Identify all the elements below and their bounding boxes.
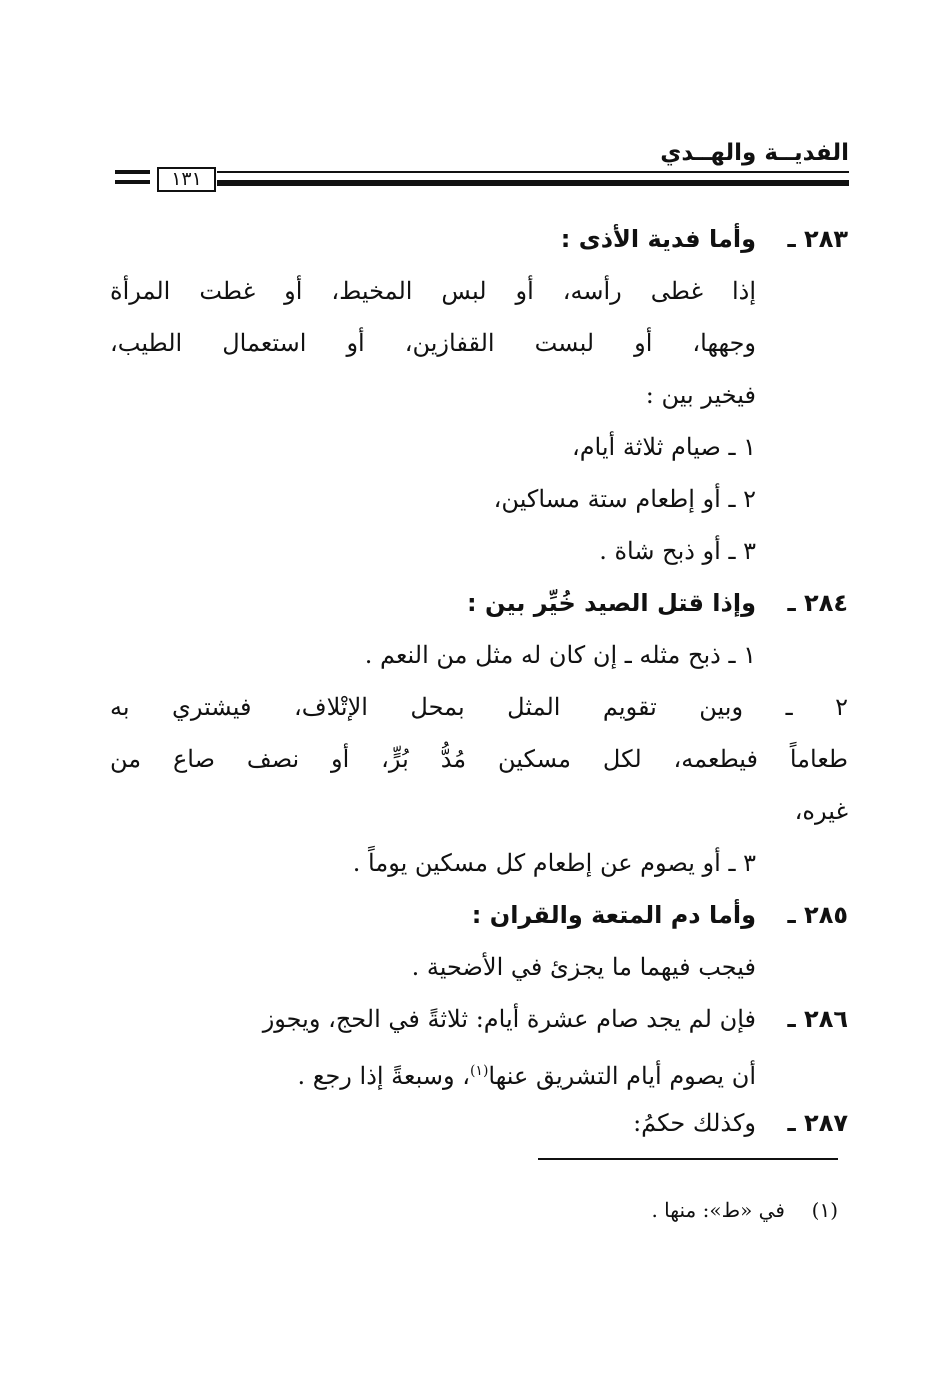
list-item: ١ ـ صيام ثلاثة أيام،: [571, 433, 756, 461]
footnote-marker: (١): [811, 1198, 838, 1222]
paragraph-line: طعاماً فيطعمه، لكل مسكين مُدُّ بُرٍّ، أو نصف صاع من: [110, 745, 848, 773]
paragraph-line: وجهها، أو لبست القفازين، أو استعمال الطيب،: [110, 329, 756, 357]
footnote-separator: [538, 1158, 838, 1160]
header-dash: [115, 170, 150, 174]
header-dash: [115, 180, 150, 184]
paragraph-line: فيجب فيهما ما يجزئ في الأضحية .: [411, 953, 756, 981]
header-rule-thin: [217, 171, 849, 173]
section-286-line2: أن يصوم أيام التشريق عنها$^{(١)}$، وسبعةً إذا رجع .: [297, 1062, 756, 1090]
page-body: [110, 213, 848, 1149]
page-number: ١٣١: [157, 167, 216, 192]
section-286-line1: ٢٨٦ ـفإن لم يجد صام عشرة أيام: ثلاثةً في الحج، ويجوز: [262, 1005, 848, 1033]
running-title: الفديــة والهــدي: [660, 140, 849, 166]
section-287: ٢٨٧ ـوكذلك حكمُ:: [633, 1109, 848, 1137]
footnote: [651, 1198, 838, 1222]
footnote-text: في «ط»: منها .: [651, 1198, 785, 1222]
list-item: ٣ ـ أو يصوم عن إطعام كل مسكين يوماً .: [352, 849, 756, 877]
list-item: ٣ ـ أو ذبح شاة .: [599, 537, 756, 565]
paragraph-line: فيخير بين :: [645, 381, 756, 409]
list-item: ١ ـ ذبح مثله ـ إن كان له مثل من النعم .: [364, 641, 756, 669]
header-rule-thick: [217, 180, 849, 186]
list-item: ٢ ـ أو إطعام ستة مساكين،: [493, 485, 756, 513]
page-header: [115, 140, 849, 195]
section-heading-283: ٢٨٣ ـوأما فدية الأذى :: [560, 225, 848, 253]
paragraph-line: غيره،: [794, 797, 848, 825]
list-item: ٢ ـ وبين تقويم المثل بمحل الإتْلاف، فيشتري به: [110, 693, 848, 721]
paragraph-line: إذا غطى رأسه، أو لبس المخيط، أو غطت المرأة: [110, 277, 756, 305]
footnote-reference[interactable]: (١): [469, 1063, 489, 1079]
section-heading-285: ٢٨٥ ـوأما دم المتعة والقران :: [471, 901, 848, 929]
section-heading-284: ٢٨٤ ـوإذا قتل الصيد خُيِّر بين :: [467, 589, 848, 617]
